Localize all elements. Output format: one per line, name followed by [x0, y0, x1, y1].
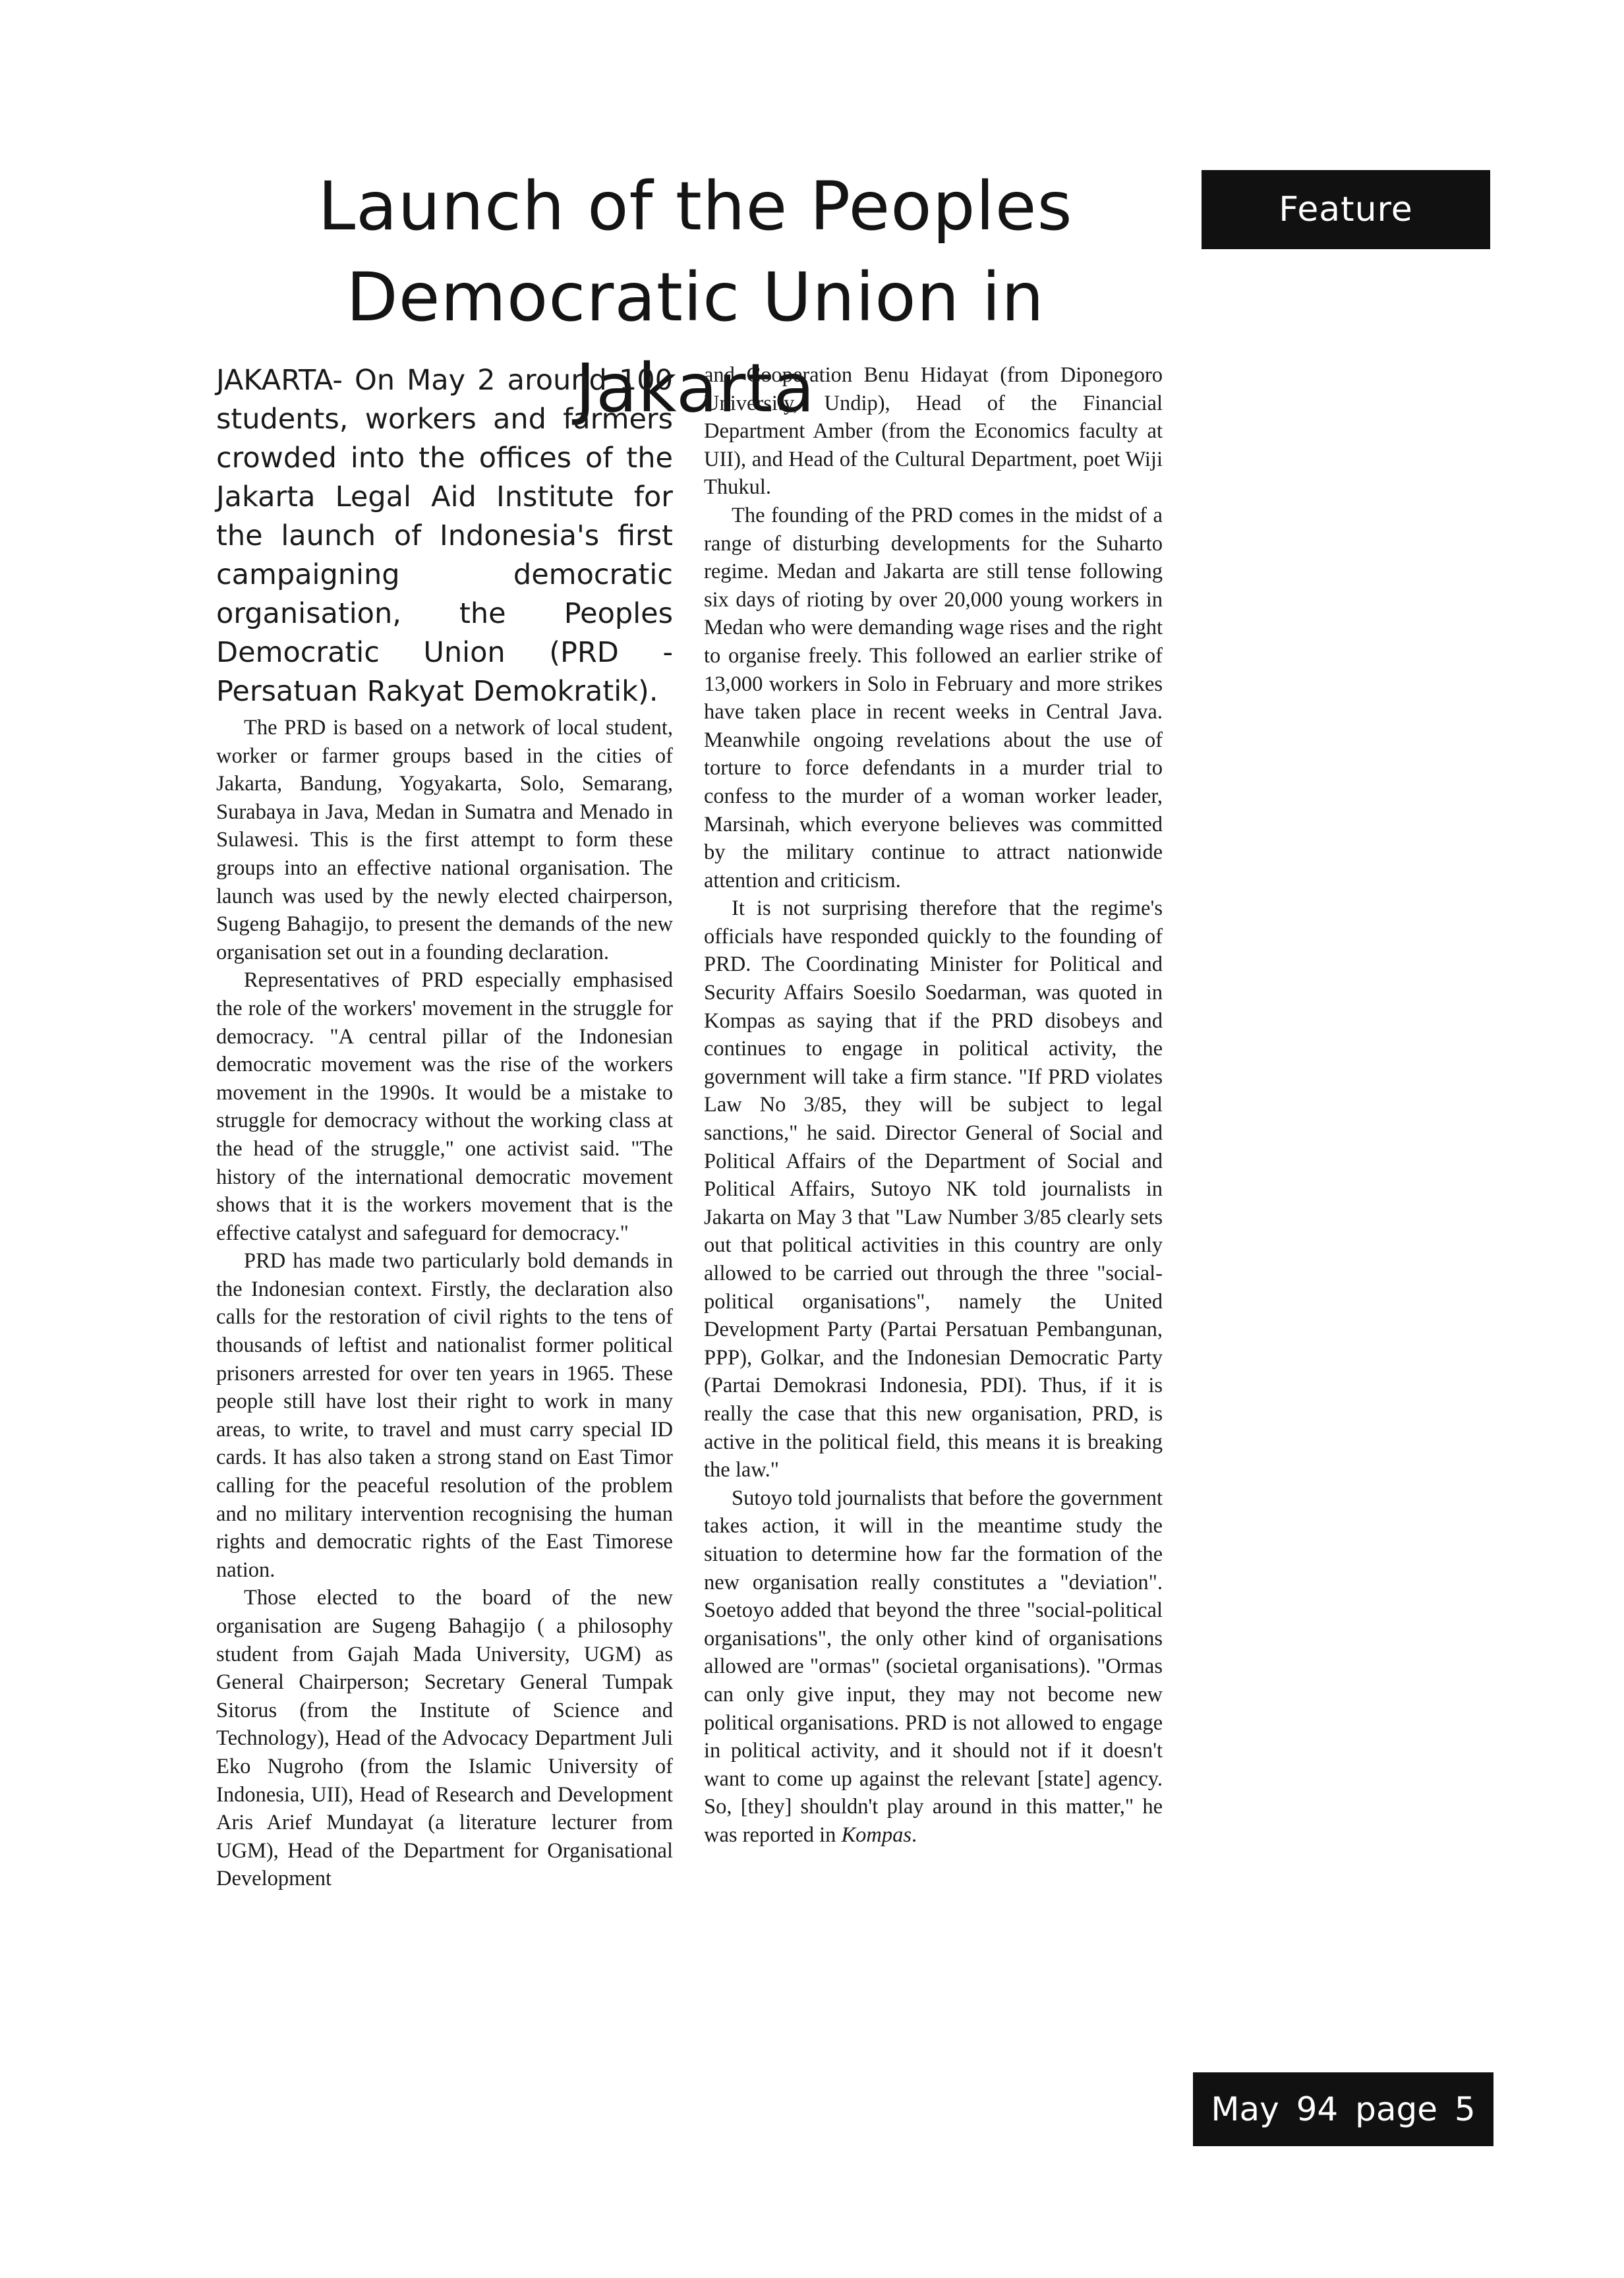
article-paragraph: The founding of the PRD comes in the midst of a range of disturbing developments for the Suharto regime. Medan and Jakarta are still tense following six days of rioting by over 20,000 young workers in Medan who were demanding wage rises and the right to organise freely. This followed an earlier strike of 13,000 workers in Solo in February and more strikes have taken place in recent weeks in Central Java. Meanwhile ongoing revelations about the use of torture to force defendants in a murder trial to confess to the murder of a woman worker leader, Marsinah, which everyone believes was committed by the military continue to attract nationwide attention and criticism. — [704, 503, 1163, 892]
headline-line-1: Launch of the Peoples — [318, 167, 1073, 246]
page-footer-badge: May 94 page 5 — [1193, 2072, 1494, 2146]
article-column-left — [216, 361, 673, 1893]
article-paragraph: Representatives of PRD especially emphasised the role of the workers' movement in the struggle for democracy. "A central pillar of the Indonesian democratic movement was the rise of the workers movement in the 1990s. It would be a mistake to struggle for democracy without the working class at the head of the struggle," one activist said. "The history of the international democratic movement shows that it is the workers movement that is the effective catalyst and safeguard for democracy." — [216, 968, 673, 1245]
article-paragraph: Those elected to the board of the new organisation are Sugeng Bahagijo ( a philosophy student from Gajah Mada University, UGM) as General Chairperson; Secretary General Tumpak Sitorus (from the Institute of Science and Technology), Head of the Advocacy Department Juli Eko Nugroho (from the Islamic University of Indonesia, UII), Head of Research and Development Aris Arief Mundayat (a literature lecturer from UGM), Head of the Department for Organisational Development — [216, 1586, 673, 1891]
paragraph-text: Sutoyo told journalists that before the government takes action, it will in the meantime study the situation to determine how far the formation of the new organisation really constitutes a "deviation". Soetoyo added that beyond the three "social-political organisations", the only other kind of organisations allowed are "ormas" (societal organisations). "Ormas can only give input, they may not become new political organisations. PRD is not allowed to engage in political activity, and it should not if it doesn't want to come up against the relevant [state] agency. So, [they] shouldn't play around in this matter," he was reported in — [704, 1486, 1163, 1847]
article-paragraph: PRD has made two particularly bold demands in the Indonesian context. Firstly, the declaration also calls for the restoration of civil rights to the tens of thousands of leftist and nationalist former political prisoners arrested for over ten years in 1965. These people still have lost their right to work in many areas, to write, to travel and must carry special ID cards. It has also taken a strong stand on East Timor calling for the peaceful resolution of the problem and no military intervention recognising the human rights and democratic rights of the East Timorese nation. — [216, 1249, 673, 1582]
article-column-right — [704, 361, 1163, 1849]
article-paragraph: and Cooperation Benu Hidayat (from Diponegoro University, Undip), Head of the Financial Department Amber (from the Economics faculty at UII), and Head of the Cultural Department, poet Wiji Thukul. — [704, 363, 1163, 500]
source-name: Kompas — [841, 1823, 912, 1847]
article-paragraph: It is not surprising therefore that the regime's officials have responded quickly to the founding of PRD. The Coordinating Minister for Political and Security Affairs Soesilo Soedarman, was quoted in Kompas as saying that if the PRD disobeys and continues to engage in political activity, the government will take a firm stance. "If PRD violates Law No 3/85, they will be subject to legal sanctions," he said. Director General of Social and Political Affairs of the Department of Social and Political Affairs, Sutoyo NK told journalists in Jakarta on May 3 that "Law Number 3/85 clearly sets out that political activities in this country are only allowed to be carried out through the three "social-political organisations", namely the United Development Party (Partai Persatuan Pembangunan, PPP), Golkar, and the Indonesian Democratic Party (Partai Demokrasi Indonesia, PDI). Thus, if it is really the case that this new organisation, PRD, is active in the political field, this means it is breaking the law." — [704, 896, 1163, 1482]
headline-line-2: Democratic Union in Jakarta — [346, 258, 1045, 428]
section-badge: Feature — [1202, 170, 1490, 249]
paragraph-end: . — [912, 1823, 917, 1847]
article-lede: JAKARTA- On May 2 around 100 students, workers and farmers crowded into the offices of the Jakarta Legal Aid Institute for the launch of Indonesia's first campaigning democratic organisation, the Peoples Democratic Union (PRD - Persatuan Rakyat Demokratik). — [216, 364, 673, 708]
article-paragraph: The PRD is based on a network of local student, worker or farmer groups based in the cities of Jakarta, Bandung, Yogyakarta, Solo, Semarang, Surabaya in Java, Medan in Sumatra and Menado in Sulawesi. This is the first attempt to form these groups into an effective national organisation. The launch was used by the newly elected chairperson, Sugeng Bahagijo, to present the demands of the new organisation set out in a founding declaration. — [216, 716, 673, 964]
article-paragraph-last — [704, 1484, 1163, 1850]
